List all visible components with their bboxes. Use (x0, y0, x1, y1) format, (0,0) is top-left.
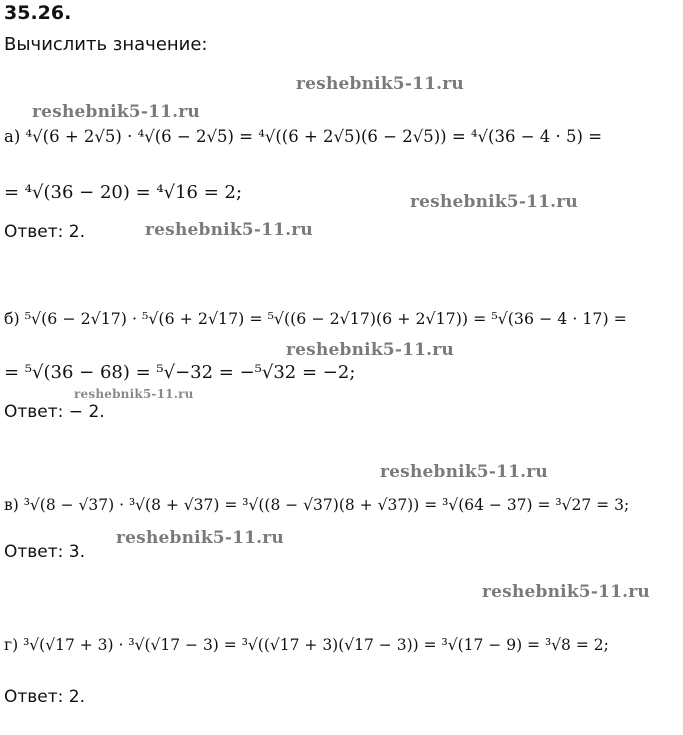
watermark: reshebnik5-11.ru (296, 74, 464, 94)
watermark: reshebnik5-11.ru (482, 582, 650, 602)
watermark: reshebnik5-11.ru (145, 220, 313, 240)
watermark: reshebnik5-11.ru (74, 387, 194, 401)
answer-b: Ответ: − 2. (4, 402, 105, 422)
answer-d: Ответ: 2. (4, 687, 86, 707)
watermark: reshebnik5-11.ru (116, 528, 284, 548)
solution-c-line1: в) ³√(8 − √37) · ³√(8 + √37) = ³√((8 − √37)(8 + √37)) = ³√(64 − 37) = ³√27 = 3; (4, 496, 630, 514)
solution-b-line2: = ⁵√(36 − 68) = ⁵√−32 = −⁵√32 = −2; (4, 362, 356, 383)
answer-a: Ответ: 2. (4, 222, 86, 242)
task-statement: Вычислить значение: (4, 34, 208, 55)
watermark: reshebnik5-11.ru (286, 340, 454, 360)
watermark: reshebnik5-11.ru (380, 462, 548, 482)
watermark: reshebnik5-11.ru (32, 102, 200, 122)
solution-a-line2: = ⁴√(36 − 20) = ⁴√16 = 2; (4, 182, 243, 203)
solution-d-line1: г) ³√(√17 + 3) · ³√(√17 − 3) = ³√((√17 + 3)(√17 − 3)) = ³√(17 − 9) = ³√8 = 2; (4, 636, 609, 654)
solution-b-line1: б) ⁵√(6 − 2√17) · ⁵√(6 + 2√17) = ⁵√((6 − 2√17)(6 + 2√17)) = ⁵√(36 − 4 · 17) = (4, 309, 627, 328)
problem-number: 35.26. (4, 2, 72, 24)
answer-c: Ответ: 3. (4, 542, 86, 562)
watermark: reshebnik5-11.ru (410, 192, 578, 212)
solution-a-line1: а) ⁴√(6 + 2√5) · ⁴√(6 − 2√5) = ⁴√((6 + 2√5)(6 − 2√5)) = ⁴√(36 − 4 · 5) = (4, 127, 603, 146)
